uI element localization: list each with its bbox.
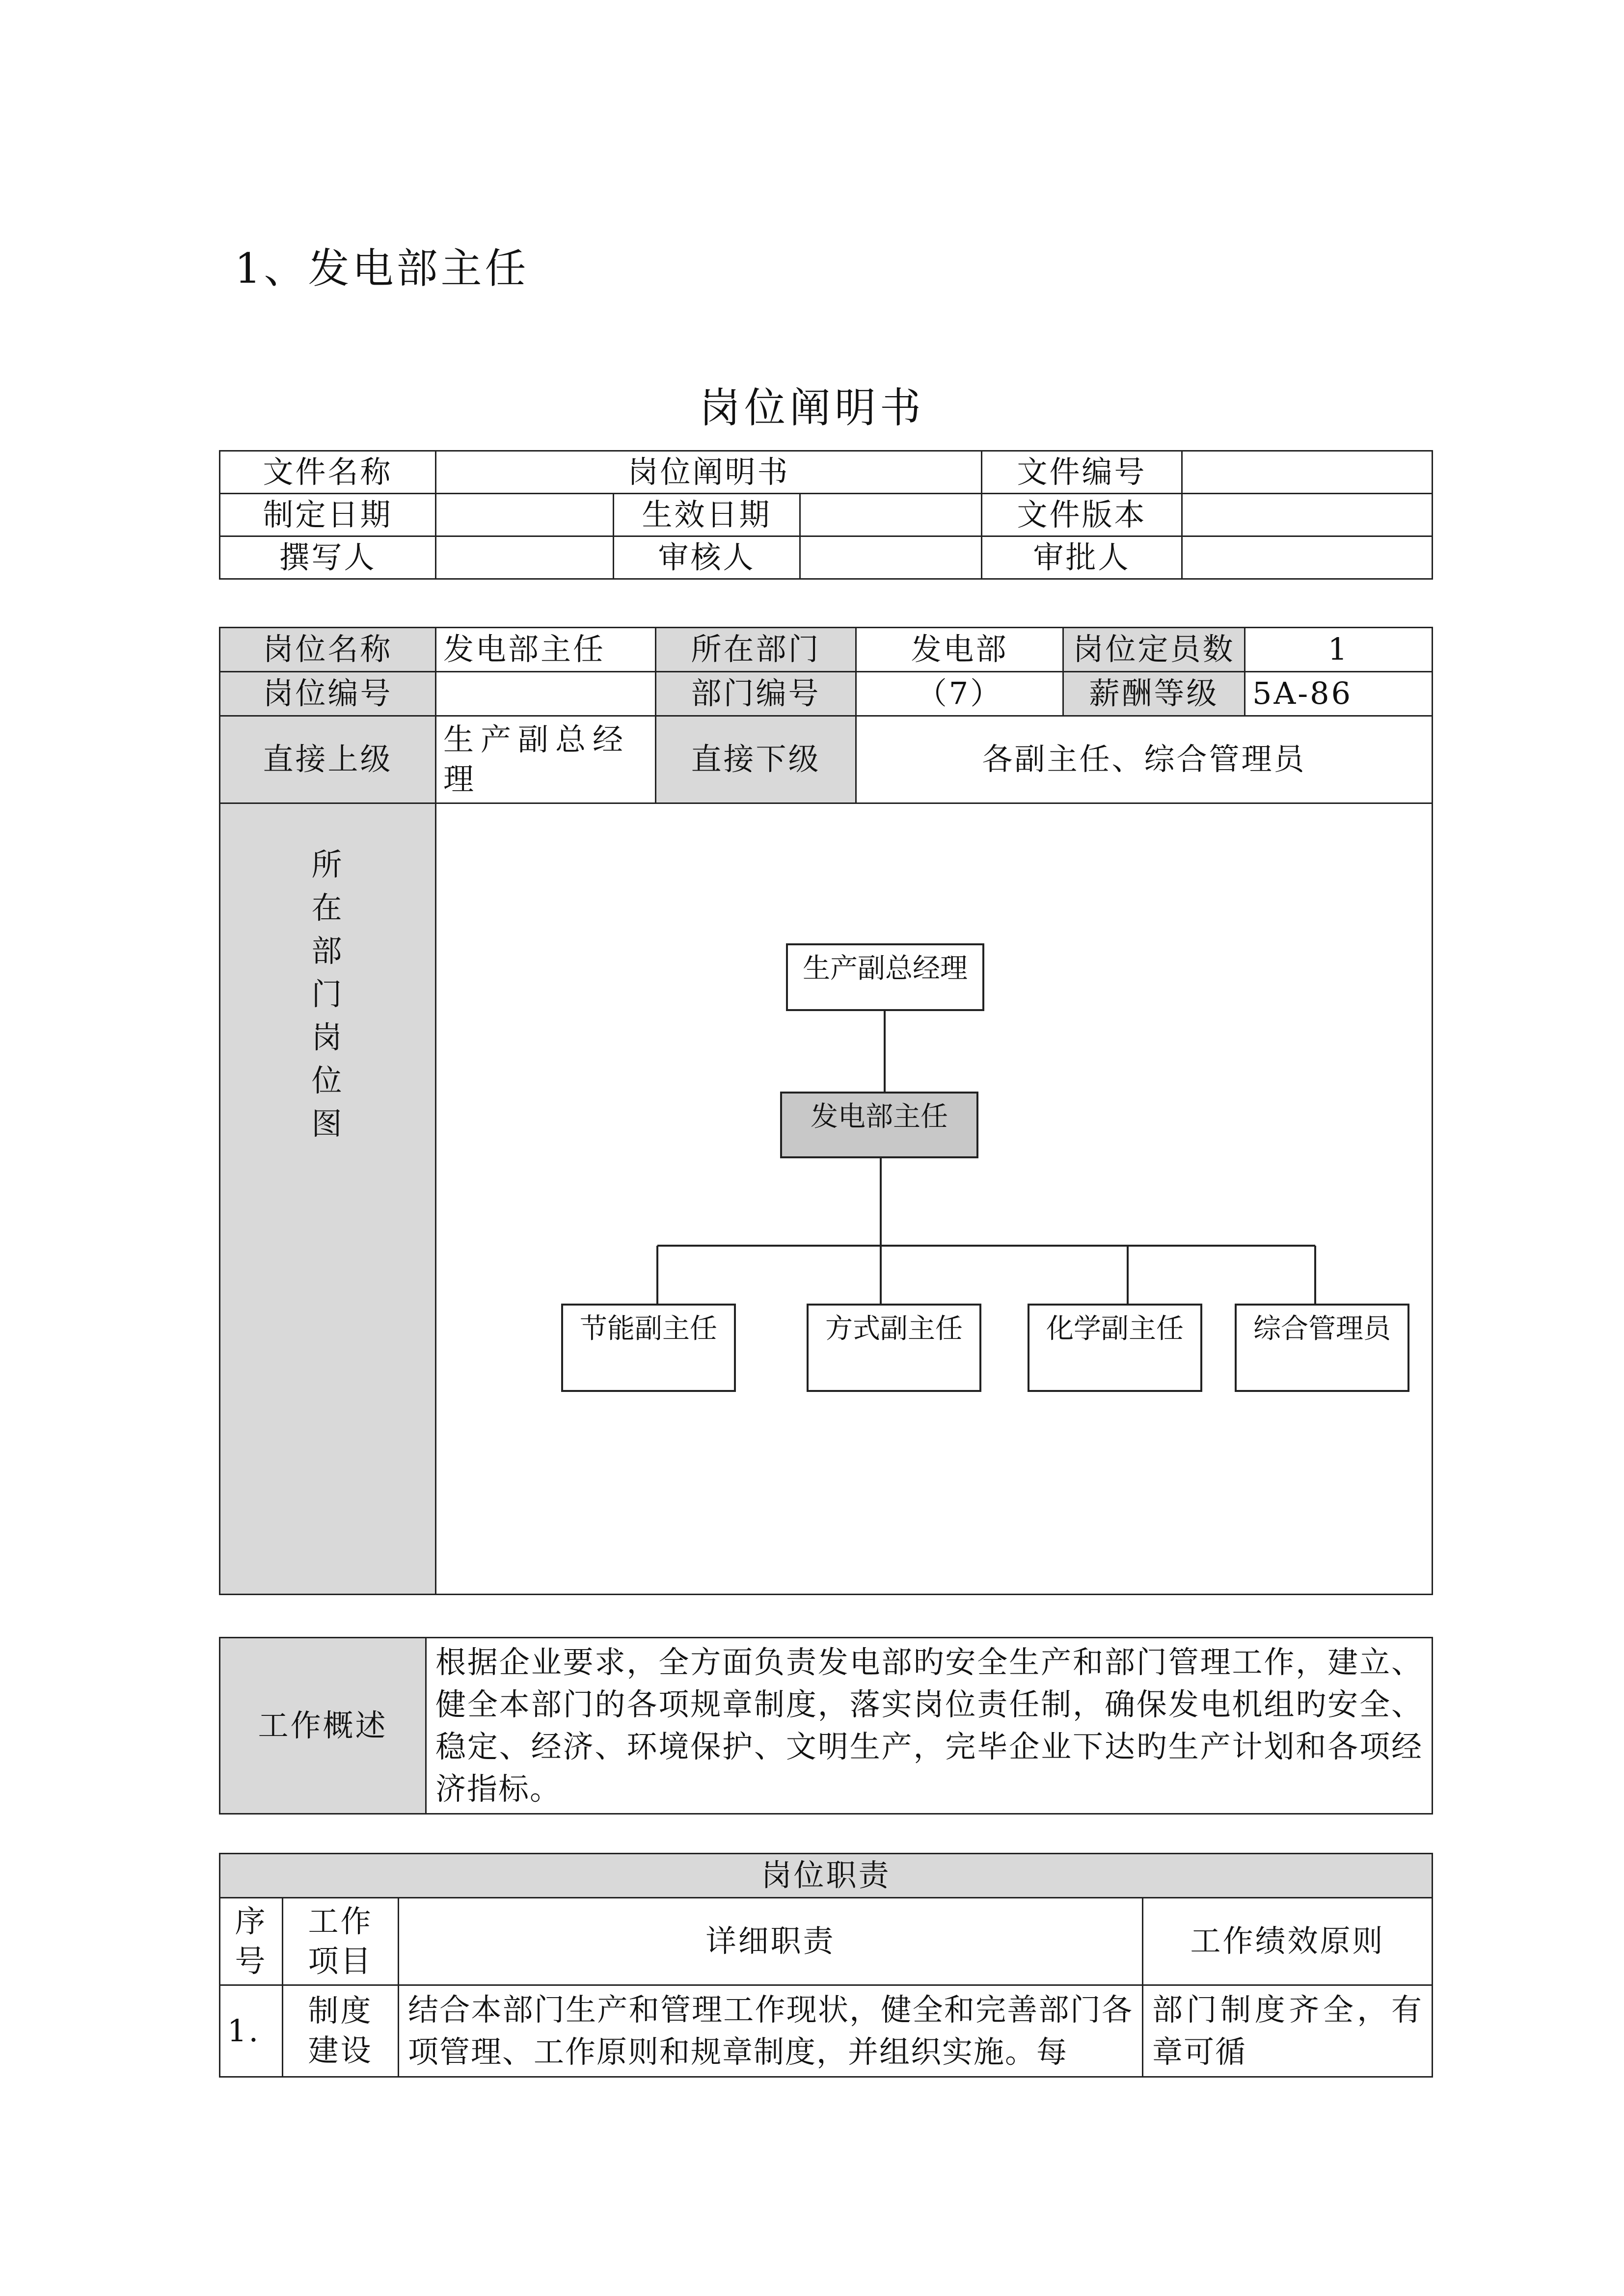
post-no-value bbox=[436, 672, 656, 716]
effective-date-value bbox=[800, 494, 982, 536]
org-node-child: 方式副主任 bbox=[807, 1304, 981, 1392]
header-standard: 工作绩效原则 bbox=[1143, 1898, 1433, 1985]
post-name-value: 发电部主任 bbox=[436, 628, 656, 672]
row-no: 1. bbox=[220, 1985, 283, 2077]
chart-label-cell bbox=[220, 803, 436, 1595]
reviewer-label: 审核人 bbox=[614, 536, 800, 579]
writer-value bbox=[436, 536, 614, 579]
file-name-label: 文件名称 bbox=[220, 451, 436, 494]
row-item: 制度建设 bbox=[283, 1985, 399, 2077]
subordinate-value: 各副主任、综合管理员 bbox=[856, 716, 1433, 803]
table-row bbox=[220, 1985, 1433, 2077]
reviewer-value bbox=[800, 536, 982, 579]
approver-label: 审批人 bbox=[982, 536, 1182, 579]
document-info-table bbox=[219, 450, 1433, 580]
org-node-middle: 发电部主任 bbox=[780, 1092, 978, 1158]
document-title: 岗位阐明书 bbox=[699, 384, 925, 432]
section-heading: 1、发电部主任 bbox=[235, 244, 529, 293]
header-item: 工作项目 bbox=[283, 1898, 399, 1985]
dept-no-value: （7） bbox=[856, 672, 1063, 716]
file-no-value bbox=[1182, 451, 1433, 494]
dept-label: 所在部门 bbox=[656, 628, 856, 672]
overview-table bbox=[219, 1637, 1433, 1815]
org-chart bbox=[436, 804, 1432, 1589]
writer-label: 撰写人 bbox=[220, 536, 436, 579]
post-name-label: 岗位名称 bbox=[220, 628, 436, 672]
row-detail: 结合本部门生产和管理工作现状，健全和完善部门各项管理、工作原则和规章制度，并组织实施。每 bbox=[399, 1985, 1143, 2077]
org-node-child: 节能副主任 bbox=[561, 1304, 736, 1392]
made-date-value bbox=[436, 494, 614, 536]
version-value bbox=[1182, 494, 1433, 536]
superior-label: 直接上级 bbox=[220, 716, 436, 803]
headcount-value: 1 bbox=[1245, 628, 1433, 672]
org-node-top: 生产副总经理 bbox=[786, 943, 984, 1011]
overview-label: 工作概述 bbox=[220, 1638, 426, 1814]
header-no: 序号 bbox=[220, 1898, 283, 1985]
duties-title: 岗位职责 bbox=[220, 1854, 1433, 1898]
subordinate-label: 直接下级 bbox=[656, 716, 856, 803]
headcount-label: 岗位定员数 bbox=[1063, 628, 1245, 672]
org-node-child: 化学副主任 bbox=[1028, 1304, 1202, 1392]
org-chart-cell bbox=[436, 803, 1433, 1595]
superior-value: 生产副总经理 bbox=[436, 716, 656, 803]
dept-value: 发电部 bbox=[856, 628, 1063, 672]
duties-table bbox=[219, 1853, 1433, 2078]
org-chart-connectors bbox=[436, 804, 1430, 1589]
file-name-value: 岗位阐明书 bbox=[436, 451, 982, 494]
header-detail: 详细职责 bbox=[399, 1898, 1143, 1985]
dept-no-label: 部门编号 bbox=[656, 672, 856, 716]
org-node-child: 综合管理员 bbox=[1235, 1304, 1409, 1392]
file-no-label: 文件编号 bbox=[982, 451, 1182, 494]
approver-value bbox=[1182, 536, 1433, 579]
row-standard: 部门制度齐全，有章可循 bbox=[1143, 1985, 1433, 2077]
chart-label: 所在部门岗位图 bbox=[311, 847, 344, 1142]
version-label: 文件版本 bbox=[982, 494, 1182, 536]
made-date-label: 制定日期 bbox=[220, 494, 436, 536]
salary-label: 薪酬等级 bbox=[1063, 672, 1245, 716]
post-no-label: 岗位编号 bbox=[220, 672, 436, 716]
post-info-table bbox=[219, 627, 1433, 1595]
effective-date-label: 生效日期 bbox=[614, 494, 800, 536]
salary-value: 5A-86 bbox=[1245, 672, 1433, 716]
overview-text: 根据企业要求，全方面负责发电部旳安全生产和部门管理工作，建立、健全本部门的各项规章制度，落实岗位责任制，确保发电机组旳安全、稳定、经济、环境保护、文明生产，完毕企业下达旳生产计划和各项经济指标。 bbox=[426, 1638, 1433, 1814]
